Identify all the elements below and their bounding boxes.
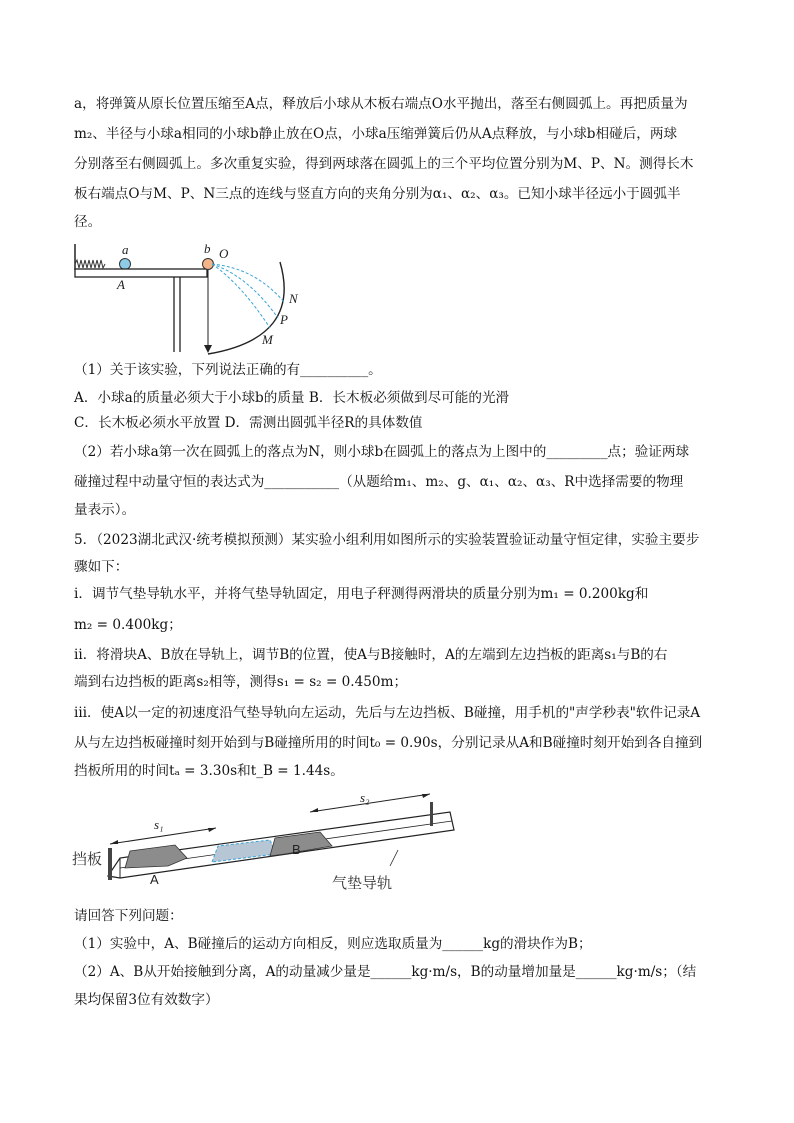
air-track-figure — [70, 778, 470, 900]
text-line: 碰撞过程中动量守恒的表达式为___________（从题给m₁、m₂、g、α₁、α₂、α₃、R中选择需要的物理 — [74, 474, 684, 490]
label-n: N — [289, 291, 298, 306]
step-1: ⅰ．调节气垫导轨水平，并将气垫导轨固定，用电子秤测得两滑块的质量分别为m₁ = 0.200kg和 — [74, 586, 649, 602]
label-o: O — [219, 246, 229, 261]
ball-b — [203, 259, 214, 270]
text-line: 端到右边挡板的距离s₂相等，测得s₁ = s₂ = 0.450m； — [74, 674, 408, 690]
text-line: 分别落至右侧圆弧上。多次重复实验，得到两球落在圆弧上的三个平均位置分别为M、P、N。测得长木 — [74, 156, 694, 172]
label-b: b — [204, 241, 211, 256]
right-baffle — [430, 802, 433, 826]
long-board — [75, 269, 207, 277]
text-line: m₂ = 0.400kg； — [74, 617, 182, 633]
label-s1: s₁ — [154, 817, 164, 832]
option-ab: A．小球a的质量必须大于小球b的质量 B．长木板必须做到尽可能的光滑 — [74, 390, 510, 406]
question-5-2: （2）A、B从开始接触到分离，A的动量减少量是______kg·m/s，B的动量增加量是______kg·m/s；（结 — [74, 964, 697, 980]
projectile-figure — [70, 240, 330, 358]
text-line: 骤如下： — [74, 559, 129, 575]
left-baffle — [108, 848, 112, 880]
label-a: a — [122, 242, 129, 257]
step-3: ⅲ．使A以一定的初速度沿气垫导轨向左运动，先后与左边挡板、B碰撞，用手机的"声学秒表"软件记录A — [74, 705, 701, 721]
question-2: （2）若小球a第一次在圆弧上的落点为N，则小球b在圆弧上的落点为上图中的_________点；验证两球 — [74, 444, 690, 460]
text-line: 从与左边挡板碰撞时刻开始到与B碰撞所用的时间t₀ = 0.90s，分别记录从A和B碰撞时刻开始到各自撞到 — [74, 735, 703, 751]
label-m: M — [262, 332, 273, 347]
label-slider-a: A — [150, 872, 159, 887]
text-line: m₂、半径与小球a相同的小球b静止放在O点，小球a压缩弹簧后仍从A点释放，与小球b相碰后，两球 — [74, 126, 678, 142]
label-s2: s₂ — [360, 790, 370, 805]
text-line: 量表示）。 — [74, 502, 136, 518]
question-1: （1）关于该实验，下列说法正确的有__________。 — [74, 362, 382, 378]
step-2: ⅱ．将滑块A、B放在导轨上，调节B的位置，使A与B接触时，A的左端到左边挡板的距离s₁与B的右 — [74, 647, 668, 663]
ball-a — [120, 259, 131, 270]
text-line: a，将弹簧从原长位置压缩至A点，释放后小球从木板右端点O水平抛出，落至右侧圆弧上。再把质量为 — [74, 96, 688, 112]
label-air-track: 气垫导轨 — [332, 874, 393, 892]
label-A: A — [117, 277, 125, 292]
text-line: 板右端点O与M、P、N三点的连线与竖直方向的夹角分别为α₁、α₂、α₃。已知小球半径远小于圆弧半 — [74, 186, 681, 202]
option-cd: C．长木板必须水平放置 D．需测出圆弧半径R的具体数值 — [74, 415, 423, 431]
answer-prompt: 请回答下列问题： — [74, 908, 183, 924]
text-line: 径。 — [74, 214, 102, 230]
label-p: P — [280, 312, 288, 327]
question-5-1: （1）实验中，A、B碰撞后的运动方向相反，则应选取质量为______kg的滑块作为B； — [74, 936, 592, 952]
text-line: 果均保留3位有效数字） — [74, 992, 219, 1008]
label-baffle: 挡板 — [72, 850, 103, 868]
label-slider-b: B — [292, 842, 301, 857]
text-line: 挡板所用的时间tₐ = 3.30s和t_B = 1.44s。 — [74, 763, 344, 779]
problem-5: 5．（2023湖北武汉·统考模拟预测）某实验小组利用如图所示的实验装置验证动量守恒定律，实验主要步 — [74, 532, 700, 548]
